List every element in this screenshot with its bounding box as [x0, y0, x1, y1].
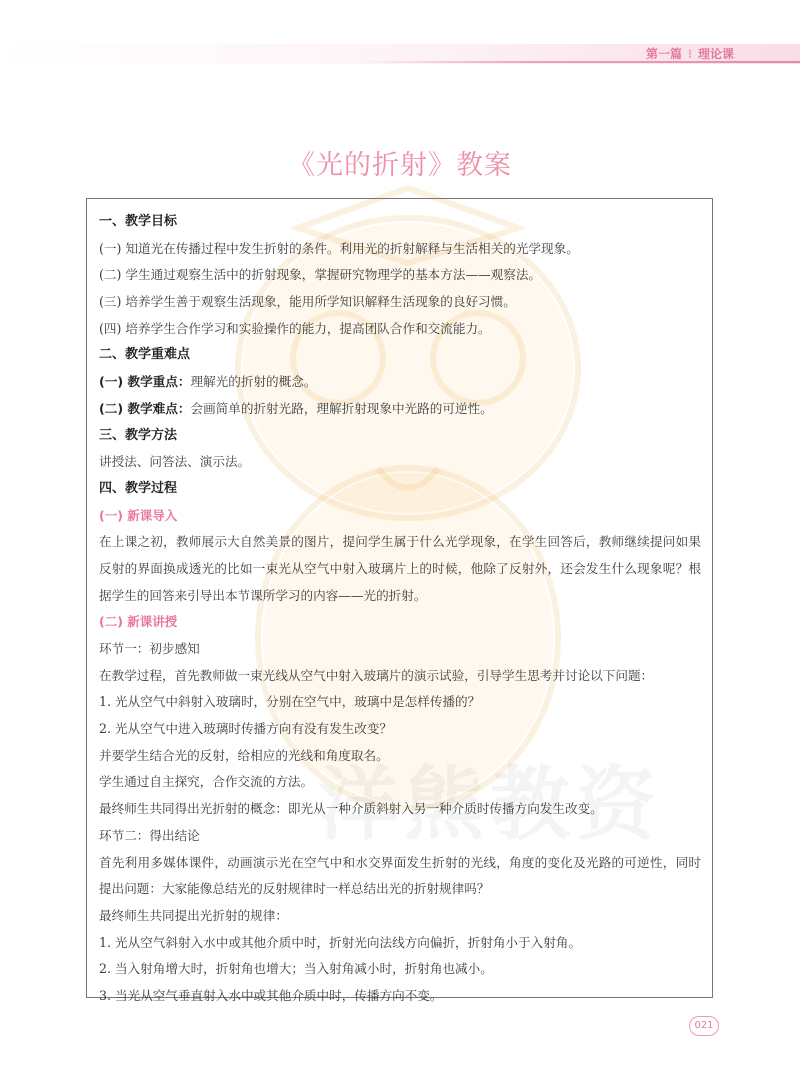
header-separator-icon: ⁝ [687, 47, 693, 61]
running-header [646, 44, 734, 64]
key-point-line [99, 369, 701, 396]
step-one-note: 学生通过自主探究，合作交流的方法。 [99, 774, 314, 790]
page-number: 021 [689, 1016, 719, 1036]
heading-teaching-process: 四、教学过程 [99, 480, 178, 496]
difficult-point-text: 会画简单的折射光路，理解折射现象中光路的可逆性。 [190, 400, 493, 416]
lesson-plan-box [86, 198, 713, 1004]
question-item: 1. 光从空气中斜射入玻璃时，分别在空气中，玻璃中是怎样传播的？ [99, 694, 481, 710]
introduction-paragraph: 在上课之初，教师展示大自然美景的图片，提问学生属于什么光学现象，在学生回答后，教师继续提问如果反射的界面换成透光的比如一束光从空气中射入玻璃片上的时候，他除了反射外，还会发生什么现象呢？根据学生的回答来引导出本节课所学习的内容——光的折射。 [99, 534, 701, 603]
goal-item: (三) 培养学生善于观察生活现象，能用所学知识解释生活现象的良好习惯。 [99, 294, 516, 310]
goal-item: (二) 学生通过观察生活中的折射现象，掌握研究物理学的基本方法——观察法。 [99, 267, 542, 283]
header-rule [360, 61, 800, 63]
step-two-title: 环节二：得出结论 [99, 827, 200, 843]
step-one-title: 环节一：初步感知 [99, 641, 200, 657]
rule-item: 1. 光从空气斜射入水中或其他介质中时，折射光向法线方向偏折，折射角小于入射角。 [99, 934, 581, 950]
difficult-point-label: (二) 教学难点： [99, 400, 191, 416]
rule-item: 2. 当入射角增大时，折射角也增大；当入射角减小时，折射角也减小。 [99, 961, 493, 977]
document-title: 《光的折射》教案 [288, 150, 512, 181]
difficult-point-line [99, 396, 701, 423]
subheading-introduction: (一) 新课导入 [99, 507, 178, 523]
header-section: 理论课 [697, 47, 734, 61]
methods-text: 讲授法、问答法、演示法。 [99, 454, 251, 470]
rule-item: 3. 当光从空气垂直射入水中或其他介质中时，传播方向不变。 [99, 988, 443, 1004]
heading-key-points: 二、教学重难点 [99, 347, 191, 363]
rules-intro: 最终师生共同提出光折射的规律： [99, 907, 288, 923]
heading-teaching-methods: 三、教学方法 [99, 427, 178, 443]
key-point-label: (一) 教学重点： [99, 374, 191, 390]
heading-teaching-goals: 一、教学目标 [99, 214, 178, 229]
goal-item: (一) 知道光在传播过程中发生折射的条件。利用光的折射解释与生活相关的光学现象。 [99, 240, 579, 256]
header-part: 第一篇 [645, 47, 682, 61]
step-one-conclusion: 最终师生共同得出光折射的概念：即光从一种介质斜射入另一种介质时传播方向发生改变。 [99, 801, 603, 817]
goal-item: (四) 培养学生合作学习和实验操作的能力，提高团队合作和交流能力。 [99, 320, 491, 336]
key-point-text: 理解光的折射的概念。 [190, 374, 317, 390]
step-one-text: 在教学过程，首先教师做一束光线从空气中射入玻璃片的演示试验，引导学生思考并讨论以下问题： [99, 667, 654, 683]
step-two-paragraph: 首先利用多媒体课件，动画演示光在空气中和水交界面发生折射的光线，角度的变化及光路的可逆性，同时提出问题：大家能像总结光的反射规律时一样总结出光的折射规律吗？ [99, 854, 701, 897]
subheading-new-lesson: (二) 新课讲授 [99, 614, 178, 630]
question-item: 2. 光从空气中进入玻璃时传播方向有没有发生改变？ [99, 721, 393, 737]
step-one-note: 并要学生结合光的反射，给相应的光线和角度取名。 [99, 747, 389, 763]
